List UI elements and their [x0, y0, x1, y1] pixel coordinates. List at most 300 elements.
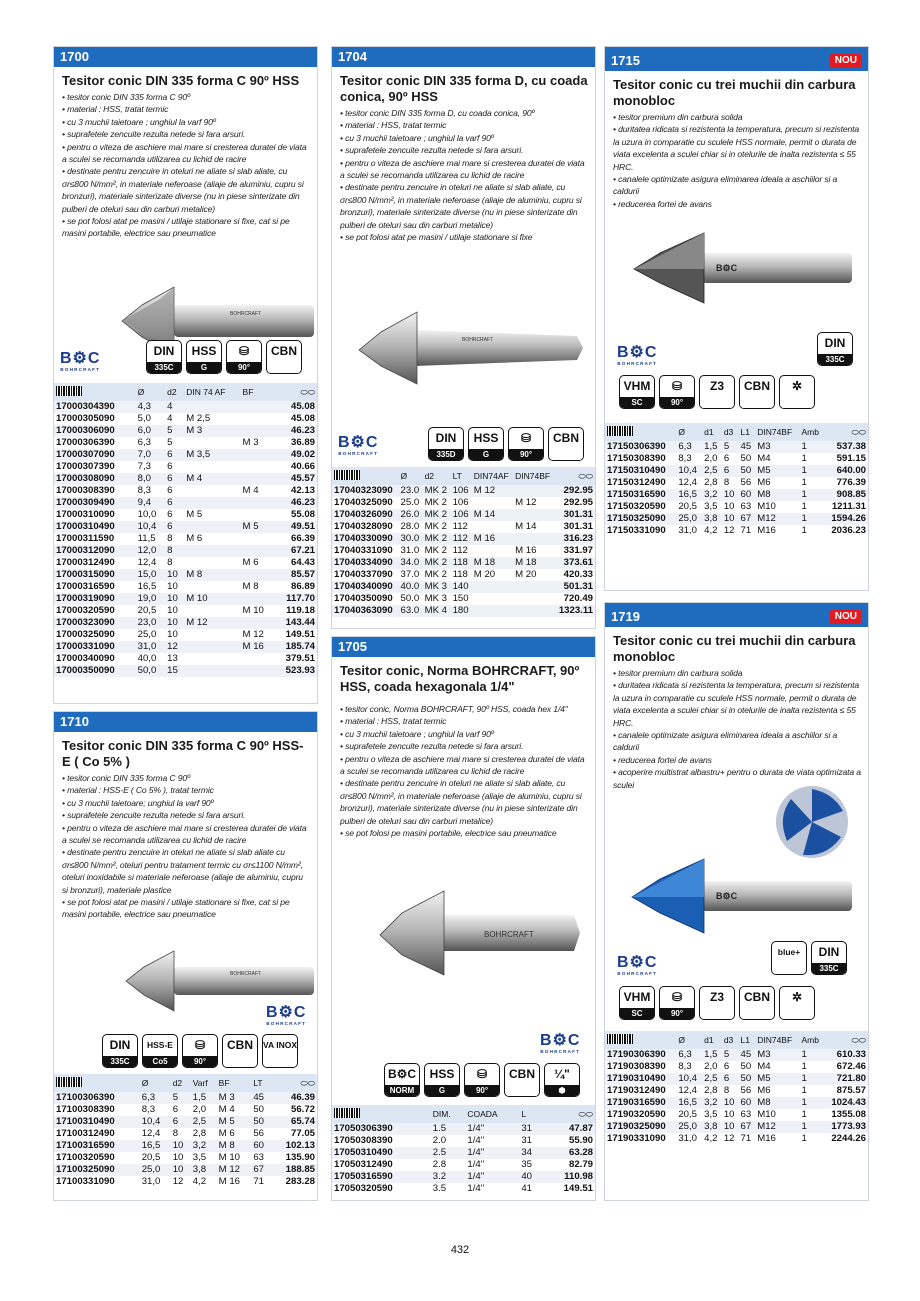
spec-value: 10,4	[140, 1116, 171, 1128]
spec-value	[184, 605, 240, 617]
spec-badge	[226, 340, 262, 374]
spec-value	[184, 497, 240, 509]
spec-value: 1	[800, 453, 824, 465]
spec-value: 12	[165, 641, 184, 653]
spec-value: 31,0	[136, 641, 166, 653]
spec-value: M 5	[217, 1116, 252, 1128]
badge-label: DIN	[109, 1038, 131, 1052]
table-header	[54, 383, 317, 401]
spec-value: MK 2	[423, 521, 451, 533]
price: 119.18	[274, 605, 317, 617]
price: 720.49	[554, 593, 595, 605]
feature-item: • material : HSS, tratat termic	[62, 104, 169, 115]
table-row	[54, 1116, 317, 1128]
spec-value: 16,5	[140, 1140, 171, 1152]
feature-item: • material : HSS, tratat termic	[340, 120, 447, 131]
price: 875.57	[824, 1085, 868, 1097]
spec-value: 15	[165, 665, 184, 677]
article-code: 17040363090	[332, 605, 399, 617]
spec-value	[241, 497, 274, 509]
table-row	[605, 441, 868, 453]
spec-value: 106	[451, 497, 472, 509]
spec-value: M10	[755, 1109, 799, 1121]
spec-value: M 5	[184, 509, 240, 521]
column-header: d3	[722, 423, 739, 441]
spec-badge	[739, 986, 775, 1020]
spec-value: 25,0	[676, 1121, 702, 1133]
spec-value: M5	[755, 1073, 799, 1085]
price: 301.31	[554, 509, 595, 521]
spec-value: 25,0	[136, 629, 166, 641]
table-header	[605, 423, 868, 441]
badge-label: ✲	[791, 379, 803, 393]
feature-item: • se pot folosi atat pe masini / utilaje stationare si fixe, cat si pe masini portabile, electrice sau pneumatice	[62, 216, 290, 239]
feature-item: • destinate pentru zencuire in oteluri ne aliate si slab aliate cu σr≤800 N/mm², oteluri pentru tratament termic cu σr≤1100 N/mm², oteluri inoxidabile si materiale neferoase (aliaje de aluminiu, cupru si bronzuri), materiale plastice	[62, 847, 303, 895]
spec-badge	[779, 986, 815, 1020]
spec-value: 10,4	[676, 465, 702, 477]
badge-sub: 90°	[227, 362, 261, 373]
table-row	[54, 413, 317, 425]
spec-value: 112	[451, 533, 472, 545]
spec-value: M 6	[241, 557, 274, 569]
feature-item: • cu 3 muchii taietoare ; unghiul la varf 90º	[340, 132, 494, 143]
feature-item: • cu 3 muchii taietoare ; unghiul la varf 90º	[62, 116, 216, 127]
badge-sub	[780, 397, 814, 408]
spec-value: 45	[739, 441, 756, 453]
spec-value: 10,0	[136, 509, 166, 521]
spec-value: MK 2	[423, 533, 451, 545]
spec-value: M 3	[217, 1092, 252, 1104]
spec-value: 50	[739, 1073, 756, 1085]
spec-badge	[811, 941, 847, 975]
spec-value: 10,4	[136, 521, 166, 533]
price-table	[605, 423, 868, 537]
barcode-icon	[54, 1074, 140, 1092]
badge-sub	[263, 1056, 297, 1067]
spec-value: 8	[165, 545, 184, 557]
article-code: 17190310490	[605, 1073, 676, 1085]
spec-value: 140	[451, 581, 472, 593]
feature-item: • canalele optimizate asigura eliminarea ideala a aschiilor si a caldurii	[613, 730, 838, 753]
spec-value: 4	[165, 413, 184, 425]
spec-badge	[102, 1034, 138, 1068]
price: 721.80	[824, 1073, 868, 1085]
spec-value: 10	[722, 513, 739, 525]
spec-value: M 6	[184, 533, 240, 545]
spec-value: 12,4	[136, 557, 166, 569]
badge-label: CBN	[509, 1067, 535, 1081]
badge-label: VA INOX	[263, 1040, 298, 1050]
badge-label: CBN	[553, 431, 579, 445]
spec-value: 5	[165, 437, 184, 449]
spec-value: MK 2	[423, 569, 451, 581]
article-code: 17050306390	[332, 1123, 431, 1135]
spec-badge	[619, 986, 655, 1020]
spec-value: MK 2	[423, 497, 451, 509]
price: 55.08	[274, 509, 317, 521]
badge-sub: 335C	[812, 963, 846, 974]
section-header: 1719 NOU	[605, 603, 868, 627]
badge-label: blue+	[777, 947, 801, 957]
spec-value	[472, 521, 513, 533]
article-code: 17000319090	[54, 593, 136, 605]
price: 149.51	[542, 1183, 595, 1195]
spec-badge	[384, 1063, 420, 1097]
column-header: d2	[165, 383, 184, 401]
spec-badges	[428, 427, 584, 461]
bohrcraft-logo: B⚙C BOHRCRAFT	[338, 434, 379, 456]
badge-sub	[740, 1008, 774, 1019]
spec-value	[184, 653, 240, 665]
badge-label: ⛁	[476, 1067, 488, 1081]
price-column-icon: ⬭⬭	[542, 1105, 595, 1123]
spec-badge	[424, 1063, 460, 1097]
spec-value: 6,3	[140, 1092, 171, 1104]
table-row	[54, 1152, 317, 1164]
table-row	[54, 533, 317, 545]
spec-value: 26.0	[399, 509, 423, 521]
spec-value: 6	[722, 1073, 739, 1085]
spec-value: M3	[755, 441, 799, 453]
article-code: 17190325090	[605, 1121, 676, 1133]
badge-sub: G	[425, 1085, 459, 1096]
spec-value	[241, 593, 274, 605]
section-1705	[331, 636, 596, 1201]
countersink-image	[337, 304, 592, 394]
price: 85.57	[274, 569, 317, 581]
spec-value: 3,8	[191, 1164, 217, 1176]
feature-item: • material : HSS-E ( Co 5% ), tratat termic	[62, 785, 214, 796]
spec-value: 1	[800, 1133, 824, 1145]
spec-value: MK 4	[423, 605, 451, 617]
feature-item: • se pot folosi atat pe masini / utilaje stationare si fixe	[340, 232, 533, 243]
section-header: 1710	[54, 712, 317, 732]
spec-value: 63.0	[399, 605, 423, 617]
badge-label: ⛁	[671, 379, 683, 393]
barcode-glyph	[56, 1077, 82, 1087]
spec-value: M 16	[472, 533, 513, 545]
badge-label: DIN	[153, 344, 175, 358]
price: 610.33	[824, 1049, 868, 1061]
table-row	[605, 1109, 868, 1121]
article-code: 17050312490	[332, 1159, 431, 1171]
barcode-glyph	[607, 426, 633, 436]
feature-item: • suprafetele zencuite rezulta netede si fara arsuri.	[62, 810, 246, 821]
spec-value: 6	[165, 461, 184, 473]
spec-value: 4,2	[191, 1176, 217, 1188]
badge-label: CBN	[744, 379, 770, 393]
feature-item: • cu 3 muchii taietoare; unghiul la varf 90º	[62, 797, 214, 808]
price: 64.43	[274, 557, 317, 569]
spec-value: M 12	[472, 485, 513, 497]
table-row	[54, 581, 317, 593]
spec-value: 20,5	[140, 1152, 171, 1164]
spec-value: 13	[165, 653, 184, 665]
spec-value	[472, 497, 513, 509]
spec-value: 1	[800, 465, 824, 477]
spec-value: 4,3	[136, 401, 166, 413]
spec-value: 45	[739, 1049, 756, 1061]
spec-value: 1	[800, 1097, 824, 1109]
article-code: 17190320590	[605, 1109, 676, 1121]
spec-value: 3,2	[191, 1140, 217, 1152]
spec-value: MK 2	[423, 485, 451, 497]
spec-value: 60	[251, 1140, 271, 1152]
column-header: LT	[451, 467, 472, 485]
barcode-icon	[332, 467, 399, 485]
badge-label: HSS	[191, 344, 217, 358]
spec-value: M16	[755, 525, 799, 537]
feature-item: • tesitor premium din carbura solida	[613, 668, 743, 678]
table-row	[54, 605, 317, 617]
spec-value: 1	[800, 489, 824, 501]
table-row	[54, 509, 317, 521]
spec-value	[241, 461, 274, 473]
spec-badges	[619, 986, 815, 1020]
article-code: 17150316590	[605, 489, 676, 501]
badge-label: B⚙C	[387, 1067, 417, 1081]
badge-label: ⛁	[194, 1038, 206, 1052]
spec-value: 10,4	[676, 1073, 702, 1085]
spec-value: 12,0	[136, 545, 166, 557]
table-row	[54, 461, 317, 473]
spec-value: 3,8	[702, 1121, 722, 1133]
table-row	[54, 629, 317, 641]
spec-value: 15,0	[136, 569, 166, 581]
spec-value: 63	[739, 1109, 756, 1121]
spec-value: 1	[800, 1049, 824, 1061]
badge-label: HSS-E	[147, 1040, 173, 1050]
article-code: 17190306390	[605, 1049, 676, 1061]
article-code: 17100310490	[54, 1116, 140, 1128]
column-header: DIM.	[431, 1105, 466, 1123]
price: 537.38	[824, 441, 868, 453]
countersink-image	[352, 885, 592, 980]
spec-value: 45	[251, 1092, 271, 1104]
spec-value	[184, 641, 240, 653]
spec-value: 1	[800, 1061, 824, 1073]
spec-value	[513, 605, 554, 617]
badge-sub: 335C	[103, 1056, 137, 1067]
price: 102.13	[271, 1140, 317, 1152]
feature-item: • duritatea ridicata si rezistenta la temperatura, precum si rezistenta la uzura in comparatie cu sculele HSS normale, permit o durata de viata excelenta a sculei chiar si in otelurile de inalta rezistenta ≤ 55 HRC.	[613, 680, 859, 728]
spec-value: MK 2	[423, 557, 451, 569]
spec-value: 1	[800, 1121, 824, 1133]
table-row	[332, 593, 595, 605]
table-row	[54, 401, 317, 413]
spec-value: 8	[165, 533, 184, 545]
spec-value: 10	[722, 501, 739, 513]
spec-value: 1/4"	[465, 1159, 519, 1171]
spec-value: 4	[165, 401, 184, 413]
table-row	[605, 489, 868, 501]
spec-value: 20,5	[136, 605, 166, 617]
spec-value: 150	[451, 593, 472, 605]
spec-value: 50	[251, 1104, 271, 1116]
table-row	[54, 485, 317, 497]
price: 45.08	[274, 413, 317, 425]
column-header: d2	[423, 467, 451, 485]
spec-value	[184, 665, 240, 677]
article-code: 17050316590	[332, 1171, 431, 1183]
article-code: 17000320590	[54, 605, 136, 617]
table-row	[605, 1049, 868, 1061]
section-1715	[604, 46, 869, 591]
spec-value: 11,5	[136, 533, 166, 545]
spec-value: 6	[171, 1116, 191, 1128]
article-code: 17190316590	[605, 1097, 676, 1109]
badge-sub: G	[469, 449, 503, 460]
badge-label: ✲	[791, 990, 803, 1004]
table-header	[332, 1105, 595, 1123]
badge-sub: 90°	[509, 449, 543, 460]
column-header: LT	[251, 1074, 271, 1092]
spec-value	[241, 617, 274, 629]
spec-value: 10	[165, 605, 184, 617]
spec-value: M 10	[217, 1152, 252, 1164]
spec-value: M 8	[184, 569, 240, 581]
badge-sub	[223, 1056, 257, 1067]
spec-badge	[186, 340, 222, 374]
table-row	[54, 437, 317, 449]
spec-value: 71	[739, 1133, 756, 1145]
spec-badges	[619, 375, 815, 409]
spec-value: 40,0	[136, 653, 166, 665]
spec-value: 1	[800, 1085, 824, 1097]
table-row	[605, 1085, 868, 1097]
table-row	[54, 1176, 317, 1188]
spec-value: MK 3	[423, 593, 451, 605]
table-row	[54, 521, 317, 533]
spec-value: 1	[800, 525, 824, 537]
spec-value: M 18	[513, 557, 554, 569]
badge-label: HSS	[429, 1067, 455, 1081]
spec-value: 5,0	[136, 413, 166, 425]
article-code: 17100312490	[54, 1128, 140, 1140]
badge-sub	[700, 397, 734, 408]
table-row	[332, 509, 595, 521]
spec-value: 67	[739, 1121, 756, 1133]
spec-value: M6	[755, 1085, 799, 1097]
spec-value: M 2,5	[184, 413, 240, 425]
table-row	[54, 545, 317, 557]
spec-value: 6	[165, 449, 184, 461]
spec-value: M 14	[472, 509, 513, 521]
column-header: DIN74BF	[513, 467, 554, 485]
spec-value	[241, 413, 274, 425]
spec-value: 6,3	[676, 1049, 702, 1061]
spec-value: 3.2	[431, 1171, 466, 1183]
spec-value: M 16	[241, 641, 274, 653]
spec-value: 1,5	[702, 441, 722, 453]
price: 373.61	[554, 557, 595, 569]
spec-badge	[739, 375, 775, 409]
price: 776.39	[824, 477, 868, 489]
spec-value	[241, 653, 274, 665]
article-code: 17040350090	[332, 593, 399, 605]
spec-value: 8,3	[140, 1104, 171, 1116]
spec-value: M 4	[184, 473, 240, 485]
spec-badges	[146, 340, 302, 374]
price: 49.02	[274, 449, 317, 461]
spec-value: 19,0	[136, 593, 166, 605]
article-code: 17000325090	[54, 629, 136, 641]
column-header: Ø	[136, 383, 166, 401]
badge-sub: G	[187, 362, 221, 373]
table-row	[54, 1128, 317, 1140]
spec-value: 31	[519, 1123, 542, 1135]
price: 46.39	[271, 1092, 317, 1104]
article-code: 17100308390	[54, 1104, 140, 1116]
spec-value: 3,2	[702, 489, 722, 501]
spec-value: 10	[722, 1097, 739, 1109]
spec-badge	[428, 427, 464, 461]
spec-value	[184, 629, 240, 641]
feature-item: • suprafetele zencuite rezulta netede si fara arsuri.	[62, 129, 246, 140]
spec-value: 10	[722, 489, 739, 501]
spec-value: 6	[171, 1104, 191, 1116]
spec-value	[184, 485, 240, 497]
column-header: Ø	[140, 1074, 171, 1092]
spec-value: 1	[800, 441, 824, 453]
badge-label: ¼"	[554, 1067, 570, 1081]
price: 188.85	[271, 1164, 317, 1176]
spec-value	[513, 581, 554, 593]
feature-item: • pentru o viteza de aschiere mai mare si cresterea duratei de viata a sculei se recomanda utilizarea cu lichid de racire	[340, 157, 585, 181]
spec-value: 112	[451, 521, 472, 533]
badge-label: CBN	[271, 344, 297, 358]
spec-badge	[699, 375, 735, 409]
table-row	[54, 569, 317, 581]
new-badge: NOU	[830, 610, 862, 624]
table-row	[54, 1104, 317, 1116]
spec-value: M 16	[217, 1176, 252, 1188]
feature-item: • canalele optimizate asigura eliminarea ideala a aschiilor si a caldurii	[613, 174, 838, 197]
spec-value: 2,5	[702, 1073, 722, 1085]
article-code: 17040331090	[332, 545, 399, 557]
spec-value: 12	[171, 1176, 191, 1188]
feature-item: • cu 3 muchii taietoare ; unghiul la varf 90º	[340, 728, 494, 739]
spec-value: 7,3	[136, 461, 166, 473]
table-row	[332, 605, 595, 617]
article-code: 17000350090	[54, 665, 136, 677]
feature-item: • se pot folosi pe masini portabile, electrice sau pneumatice	[340, 828, 557, 839]
column-header: DIN74AF	[472, 467, 513, 485]
price: 591.15	[824, 453, 868, 465]
price: 63.28	[542, 1147, 595, 1159]
engraving: BOHRCRAFT	[230, 311, 262, 317]
article-code: 17150308390	[605, 453, 676, 465]
spec-value: 118	[451, 557, 472, 569]
article-code: 17000310490	[54, 521, 136, 533]
spec-value: 6	[722, 465, 739, 477]
article-code: 17150320590	[605, 501, 676, 513]
spec-value	[513, 593, 554, 605]
article-code: 17000307090	[54, 449, 136, 461]
article-code: 17150306390	[605, 441, 676, 453]
feature-item: • se pot folosi atat pe masini / utilaje stationare si fixe, cat si pe masini portabile, electrice sau pneumatice	[62, 897, 290, 920]
spec-value: 10	[165, 569, 184, 581]
article-code: 17040325090	[332, 497, 399, 509]
section-header: 1705	[332, 637, 595, 657]
spec-value: 1/4"	[465, 1123, 519, 1135]
column-header: Ø	[676, 1031, 702, 1049]
barcode-glyph	[607, 1034, 633, 1044]
spec-value: M4	[755, 453, 799, 465]
table-row	[605, 1061, 868, 1073]
bohrcraft-logo: B⚙C BOHRCRAFT	[540, 1032, 581, 1054]
spec-badge	[504, 1063, 540, 1097]
